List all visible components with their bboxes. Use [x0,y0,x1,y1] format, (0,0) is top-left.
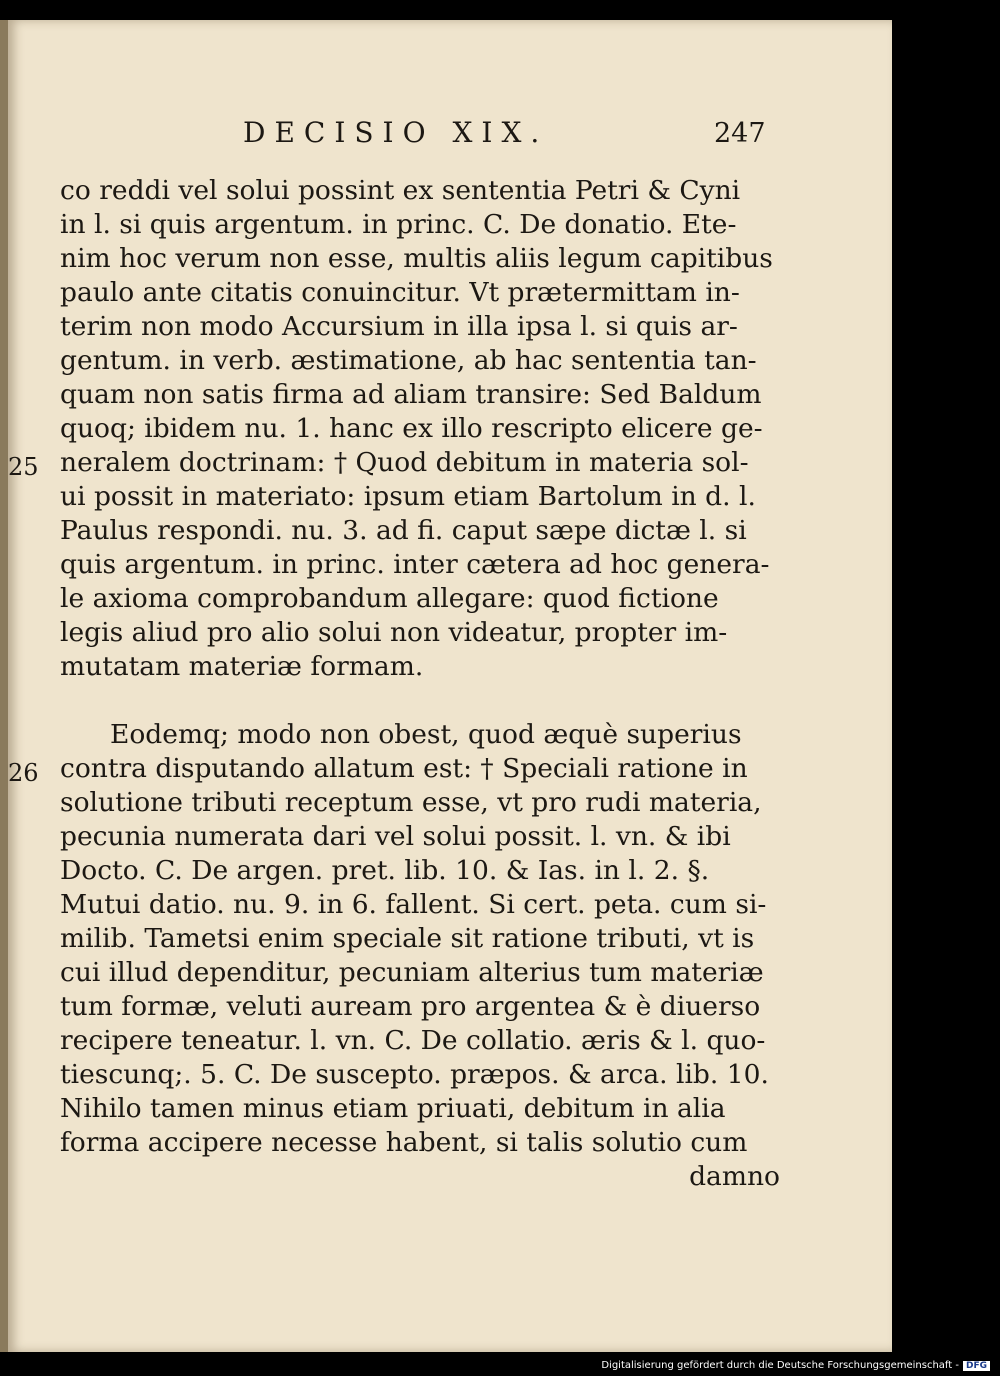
text-line: terim non modo Accursium in illa ipsa l. si quis ar- [60,311,738,342]
text-line: neralem doctrinam: † Quod debitum in materia sol- [60,447,749,478]
text-line: forma accipere necesse habent, si talis solutio cum [60,1127,748,1158]
catchword: damno [689,1161,780,1192]
text-line: tiescunq;. 5. C. De suscepto. præpos. & arca. lib. 10. [60,1059,769,1090]
credit-text: Digitalisierung gefördert durch die Deutsche Forschungsgemeinschaft - [601,1360,959,1371]
text-line: Eodemq; modo non obest, quod æquè superius [110,719,742,750]
text-line: paulo ante citatis conuincitur. Vt prætermittam in- [60,277,740,308]
paragraph-gap [60,684,780,718]
book-page [0,20,892,1352]
text-line: mutatam materiæ formam. [60,651,424,682]
running-title: DECISIO XIX. [243,116,549,149]
text-line: solutione tributi receptum esse, vt pro rudi materia, [60,787,762,818]
text-line: quam non satis firma ad aliam transire: Sed Baldum [60,379,762,410]
text-line: contra disputando allatum est: † Speciali ratione in [60,753,748,784]
text-line: pecunia numerata dari vel solui possit. l. vn. & ibi [60,821,731,852]
text-line: gentum. in verb. æstimatione, ab hac sententia tan- [60,345,757,376]
text-line: ui possit in materiato: ipsum etiam Bartolum in d. l. [60,481,756,512]
body-text [60,174,780,1194]
text-line: legis aliud pro alio solui non videatur, propter im- [60,617,728,648]
text-line: quis argentum. in princ. inter cætera ad hoc genera- [60,549,770,580]
text-line: Paulus respondi. nu. 3. ad fi. caput sæpe dictæ l. si [60,515,747,546]
text-line: Mutui datio. nu. 9. in 6. fallent. Si cert. peta. cum si- [60,889,767,920]
running-head [8,116,900,156]
text-line: le axioma comprobandum allegare: quod fictione [60,583,719,614]
text-line: nim hoc verum non esse, multis aliis legum capitibus [60,243,773,274]
margin-number: 26 [8,759,39,787]
text-line: in l. si quis argentum. in princ. C. De donatio. Ete- [60,209,737,240]
text-line: Docto. C. De argen. pret. lib. 10. & Ias. in l. 2. §. [60,855,710,886]
page-number: 247 [714,118,766,149]
text-line: milib. Tametsi enim speciale sit ratione tributi, vt is [60,923,755,954]
text-line: recipere teneatur. l. vn. C. De collatio. æris & l. quo- [60,1025,766,1056]
text-line: Nihilo tamen minus etiam priuati, debitum in alia [60,1093,726,1124]
text-line: co reddi vel solui possint ex sententia Petri & Cyni [60,175,741,206]
text-line: cui illud dependitur, pecuniam alterius tum materiæ [60,957,764,988]
text-line: tum formæ, veluti auream pro argentea & è diuerso [60,991,761,1022]
digitization-credit [601,1360,990,1371]
dfg-logo: DFG [963,1361,990,1371]
margin-number: 25 [8,453,39,481]
text-line: quoq; ibidem nu. 1. hanc ex illo rescripto elicere ge- [60,413,763,444]
